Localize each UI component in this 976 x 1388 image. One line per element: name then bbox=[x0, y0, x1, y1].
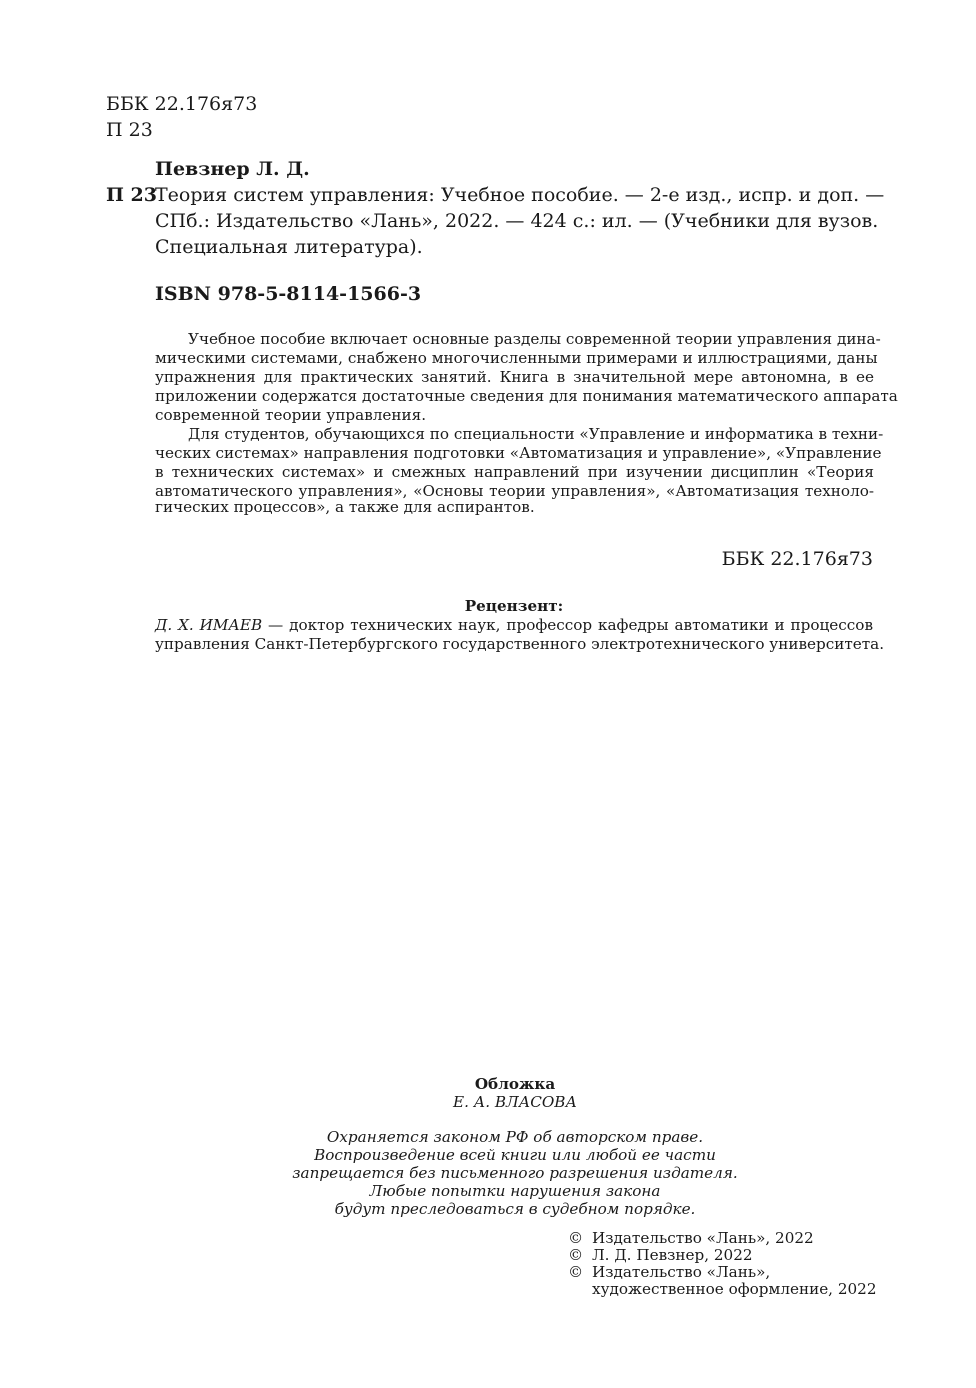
annotation-line: мическими системами, снабжено многочисленными примерами и иллюстрациями, даны bbox=[155, 349, 878, 367]
copyright-design-detail: художественное оформление, 2022 bbox=[592, 1280, 877, 1298]
notice-line: Охраняется законом РФ об авторском праве. bbox=[326, 1128, 704, 1146]
reviewer-line-2: управления Санкт-Петербургского государственного электротехнического университета. bbox=[155, 635, 885, 653]
annotation-line: гических процессов», а также для аспирантов. bbox=[155, 498, 535, 516]
author-heading: Певзнер Л. Д. bbox=[155, 158, 310, 180]
notice-line: запрещается без письменного разрешения издателя. bbox=[292, 1164, 738, 1182]
bbk-index-top: ББК 22.176я73 bbox=[106, 93, 258, 115]
copyright-design: Издательство «Лань», bbox=[592, 1263, 771, 1281]
annotation-line: ческих системах» направления подготовки «Автоматизация и управление», «Управление bbox=[155, 444, 882, 462]
copyright-icon: © bbox=[568, 1263, 584, 1281]
reviewer-label: Рецензент: bbox=[464, 597, 564, 615]
copyright-author: Л. Д. Певзнер, 2022 bbox=[592, 1246, 753, 1264]
annotation-line: Учебное пособие включает основные разделы современной теории управления дина- bbox=[188, 330, 881, 348]
annotation-line: современной теории управления. bbox=[155, 406, 427, 424]
entry-line-1: Теория систем управления: Учебное пособие. — 2-е изд., испр. и доп. — bbox=[155, 184, 885, 206]
author-mark: П 23 bbox=[106, 184, 157, 206]
annotation-line: в технических системах» и смежных направлений при изучении дисциплин «Теория bbox=[155, 463, 874, 481]
copyright-icon: © bbox=[568, 1246, 584, 1264]
entry-line-3: Специальная литература). bbox=[155, 236, 423, 258]
copyright-icon: © bbox=[568, 1229, 584, 1247]
isbn: ISBN 978-5-8114-1566-3 bbox=[155, 283, 422, 305]
author-mark-top: П 23 bbox=[106, 119, 153, 141]
cover-label: Обложка bbox=[474, 1075, 556, 1093]
bbk-index-right: ББК 22.176я73 bbox=[721, 548, 873, 570]
reviewer-line-1 bbox=[155, 616, 873, 635]
annotation-line: Для студентов, обучающихся по специальности «Управление и информатика в техни- bbox=[188, 425, 884, 443]
notice-line: Воспроизведение всей книги или любой ее части bbox=[314, 1146, 716, 1164]
notice-line: будут преследоваться в судебном порядке. bbox=[334, 1200, 696, 1218]
annotation-line: приложении содержатся достаточные сведения для понимания математического аппарата bbox=[155, 387, 898, 405]
cover-designer: Е. А. ВЛАСОВА bbox=[453, 1093, 577, 1111]
annotation-line: упражнения для практических занятий. Книга в значительной мере автономна, в ее bbox=[155, 368, 874, 386]
reviewer-title: — доктор технических наук, профессор кафедры автоматики и процессов bbox=[262, 616, 873, 634]
entry-line-2: СПб.: Издательство «Лань», 2022. — 424 с.: ил. — (Учебники для вузов. bbox=[155, 210, 879, 232]
notice-line: Любые попытки нарушения закона bbox=[369, 1182, 661, 1200]
copyright-publisher: Издательство «Лань», 2022 bbox=[592, 1229, 814, 1247]
reviewer-name: Д. Х. ИМАЕВ bbox=[155, 616, 263, 634]
annotation-line: автоматического управления», «Основы теории управления», «Автоматизация техноло- bbox=[155, 482, 874, 500]
